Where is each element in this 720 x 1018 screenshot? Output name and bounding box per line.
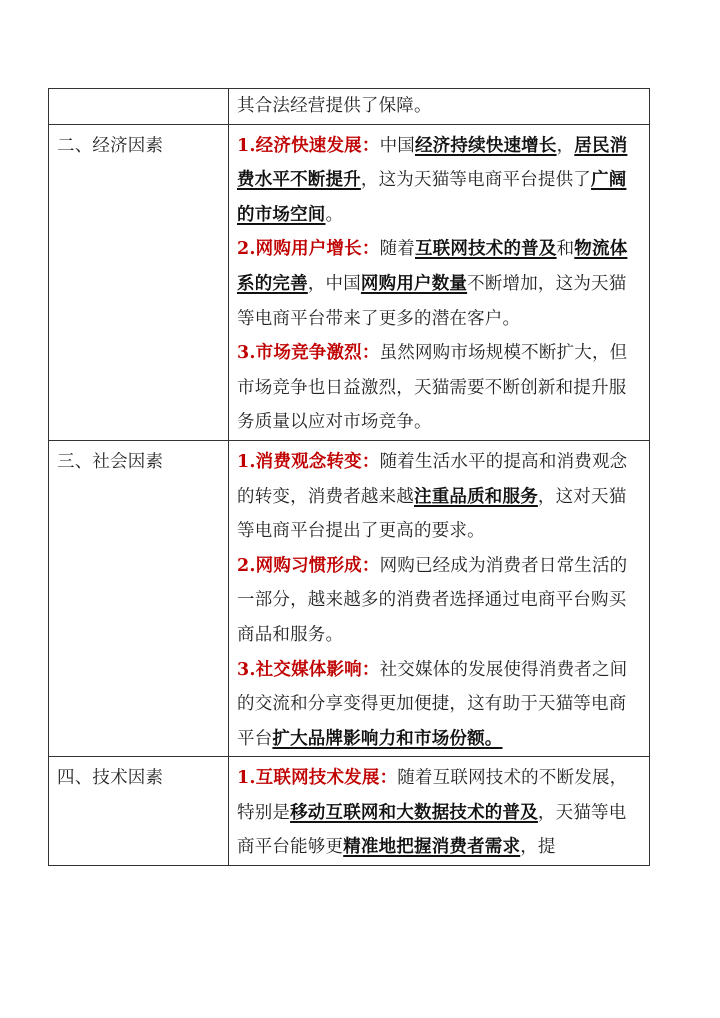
factor-heading: 2.网购用户增长： — [237, 239, 380, 260]
description-paragraph — [237, 89, 643, 124]
factor-heading: 3.市场竞争激烈： — [237, 343, 380, 364]
body-text: 随着互联网技术的不断发展，特别是 — [237, 768, 628, 823]
description-cell — [229, 440, 650, 756]
factor-heading: 2.网购习惯形成： — [237, 555, 380, 576]
description-paragraph — [237, 445, 643, 549]
key-phrase: 精准地把握消费者需求 — [343, 837, 521, 858]
analysis-table — [48, 88, 650, 866]
body-text: 中国 — [379, 135, 415, 156]
key-phrase: 注重品质和服务 — [414, 486, 538, 507]
key-phrase: 扩大品牌影响力和市场份额。 — [272, 728, 503, 749]
description-paragraph — [237, 549, 643, 653]
category-cell: 二、经济因素 — [49, 124, 229, 440]
key-phrase: 居民消费水平不断提升 — [237, 135, 628, 191]
key-phrase: 移动互联网和大数据技术的普及 — [290, 802, 538, 823]
body-text: 。 — [325, 204, 344, 225]
description-paragraph — [237, 129, 643, 233]
table-row — [49, 757, 650, 866]
body-text: 随着生活水平的提高和消费观念的转变，消费者越来越 — [237, 451, 628, 507]
body-text: 和 — [556, 239, 575, 260]
body-text: 虽然网购市场规模不断扩大，但市场竞争也日益激烈，天猫需要不断创新和提升服务质量以应对市场竞争。 — [237, 343, 628, 433]
body-text: 网购已经成为消费者日常生活的一部分，越来越多的消费者选择通过电商平台购买商品和服务。 — [237, 555, 628, 645]
description-paragraph — [237, 653, 643, 757]
analysis-table-body — [49, 89, 650, 866]
body-text: 其合法经营提供了保障。 — [237, 96, 432, 116]
body-text: 随着 — [379, 239, 415, 260]
body-text: 社交媒体的发展使得消费者之间的交流和分享变得更加便捷，这有助于天猫等电商平台 — [237, 659, 628, 749]
key-phrase: 互联网技术的普及 — [414, 239, 557, 260]
key-phrase: 网购用户数量 — [360, 273, 468, 294]
description-paragraph — [237, 232, 643, 336]
table-row — [49, 89, 650, 125]
factor-heading: 1.经济快速发展： — [237, 135, 380, 156]
description-paragraph — [237, 761, 643, 865]
body-text: 不断增加，这为天猫等电商平台带来了更多的潜在客户。 — [237, 273, 627, 329]
body-text: ， — [556, 135, 575, 156]
factor-heading: 1.互联网技术发展： — [237, 768, 398, 789]
factor-heading: 3.社交媒体影响： — [237, 659, 380, 680]
description-cell — [229, 124, 650, 440]
factor-heading: 1.消费观念转变： — [237, 451, 380, 472]
category-cell — [49, 89, 229, 125]
body-text: ，这为天猫等电商平台提供了 — [360, 170, 592, 191]
category-cell: 三、社会因素 — [49, 440, 229, 756]
category-cell: 四、技术因素 — [49, 757, 229, 866]
key-phrase: 物流体系的完善 — [237, 239, 628, 294]
table-row — [49, 124, 650, 440]
body-text: ，天猫等电商平台能够更 — [237, 802, 627, 858]
body-text: ，中国 — [307, 273, 361, 294]
key-phrase: 经济持续快速增长 — [414, 135, 557, 156]
body-text: ，这对天猫等电商平台提出了更高的要求。 — [237, 486, 627, 542]
description-paragraph — [237, 336, 643, 440]
key-phrase: 广阔的市场空间 — [237, 170, 627, 225]
table-row — [49, 440, 650, 756]
description-cell — [229, 89, 650, 125]
body-text: ，提 — [520, 837, 556, 858]
description-cell — [229, 757, 650, 866]
